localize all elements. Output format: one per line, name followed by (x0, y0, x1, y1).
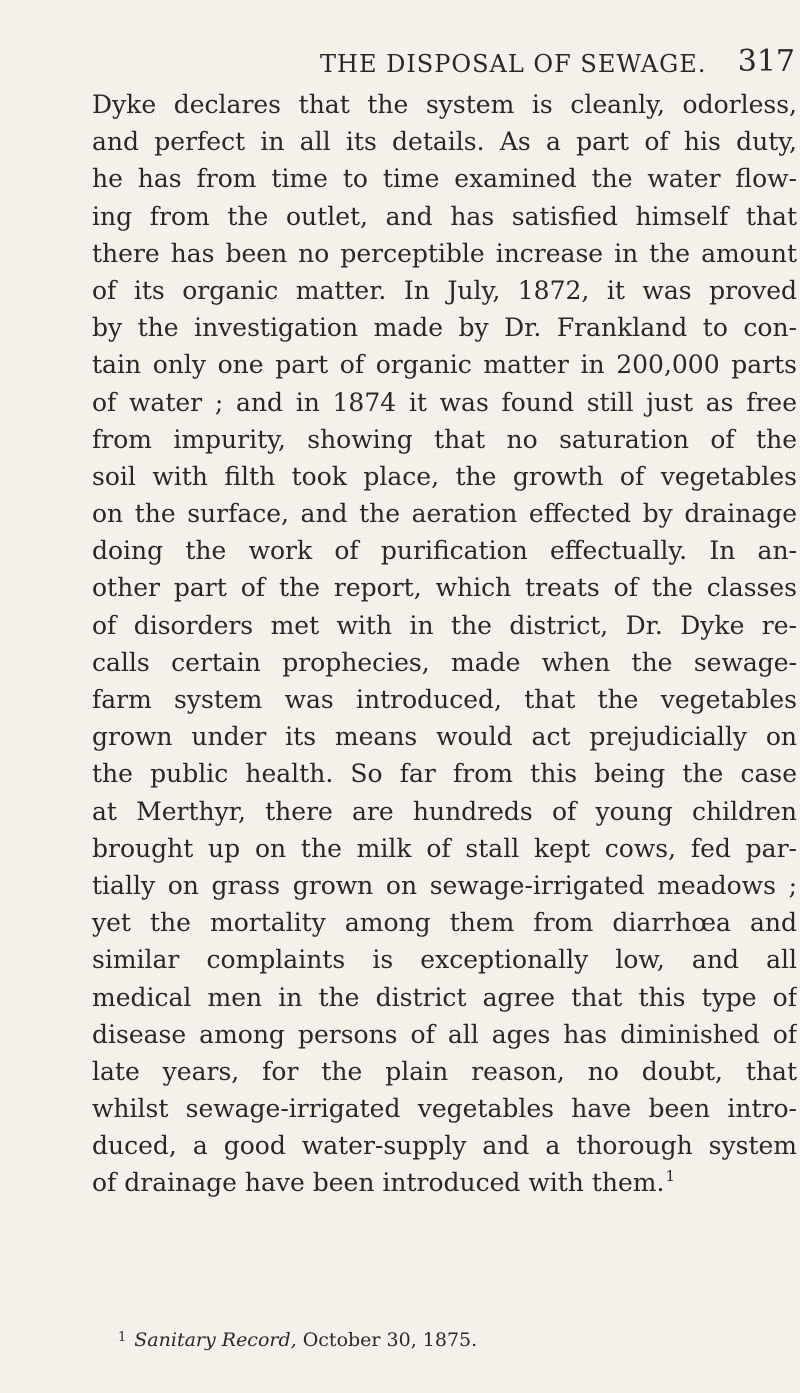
text-line: of disorders met with in the district, Dr. Dyke re- (92, 610, 797, 640)
text-line: medical men in the district agree that this type of (92, 982, 797, 1012)
text-line: by the investigation made by Dr. Frankland to con- (92, 313, 797, 343)
text-line: calls certain prophecies, made when the sewage- (92, 647, 797, 677)
text-line: similar complaints is exceptionally low, and all (92, 945, 797, 975)
text-line: duced, a good water-supply and a thorough system (92, 1131, 797, 1161)
text-line: brought up on the milk of stall kept cows, fed par- (92, 833, 797, 863)
running-title: THE DISPOSAL OF SEWAGE. (320, 50, 707, 78)
footnote-reference[interactable]: 1 (665, 1167, 675, 1186)
text-line: yet the mortality among them from diarrhœa and (92, 908, 797, 938)
text-line: from impurity, showing that no saturation of the (92, 424, 797, 454)
text-line: ing from the outlet, and has satisfied himself that (92, 201, 797, 231)
footnote-source-title: Sanitary Record, (134, 1329, 297, 1351)
text-line: whilst sewage-irrigated vegetables have been intro- (92, 1094, 797, 1124)
text-line: at Merthyr, there are hundreds of young children (92, 796, 797, 826)
text-line: farm system was introduced, that the vegetables (92, 685, 797, 714)
footnote-mark: 1 (118, 1330, 127, 1345)
text-line-last (92, 1164, 797, 1201)
text-line: and perfect in all its details. As a part of his duty, (92, 127, 797, 157)
footnote-date: October 30, 1875. (296, 1329, 478, 1351)
body-text (92, 86, 797, 1202)
text-line: other part of the report, which treats of the classes (92, 573, 797, 603)
text-line: grown under its means would act prejudicially on (92, 722, 797, 752)
text-line: disease among persons of all ages has diminished of (92, 1019, 797, 1049)
text-line: tain only one part of organic matter in 200,000 parts (92, 350, 797, 380)
footnote (118, 1326, 768, 1354)
text-line-content: of drainage have been introduced with them. (92, 1168, 665, 1198)
text-line: there has been no perceptible increase in the amount (92, 238, 797, 268)
text-line: of its organic matter. In July, 1872, it was proved (92, 275, 797, 305)
text-line: soil with filth took place, the growth of vegetables (92, 461, 797, 491)
text-line: tially on grass grown on sewage-irrigated meadows ; (92, 870, 797, 900)
text-line: he has from time to time examined the water flow- (92, 164, 797, 194)
page-number: 317 (737, 44, 795, 79)
text-line: doing the work of purification effectually. In an- (92, 536, 797, 566)
text-line: of water ; and in 1874 it was found still just as free (92, 387, 797, 417)
text-line: the public health. So far from this being the case (92, 759, 797, 789)
text-line: Dyke declares that the system is cleanly, odorless, (92, 90, 797, 119)
text-line: late years, for the plain reason, no doubt, that (92, 1056, 797, 1086)
text-line: on the surface, and the aeration effected by drainage (92, 499, 797, 529)
page-header (90, 40, 795, 88)
